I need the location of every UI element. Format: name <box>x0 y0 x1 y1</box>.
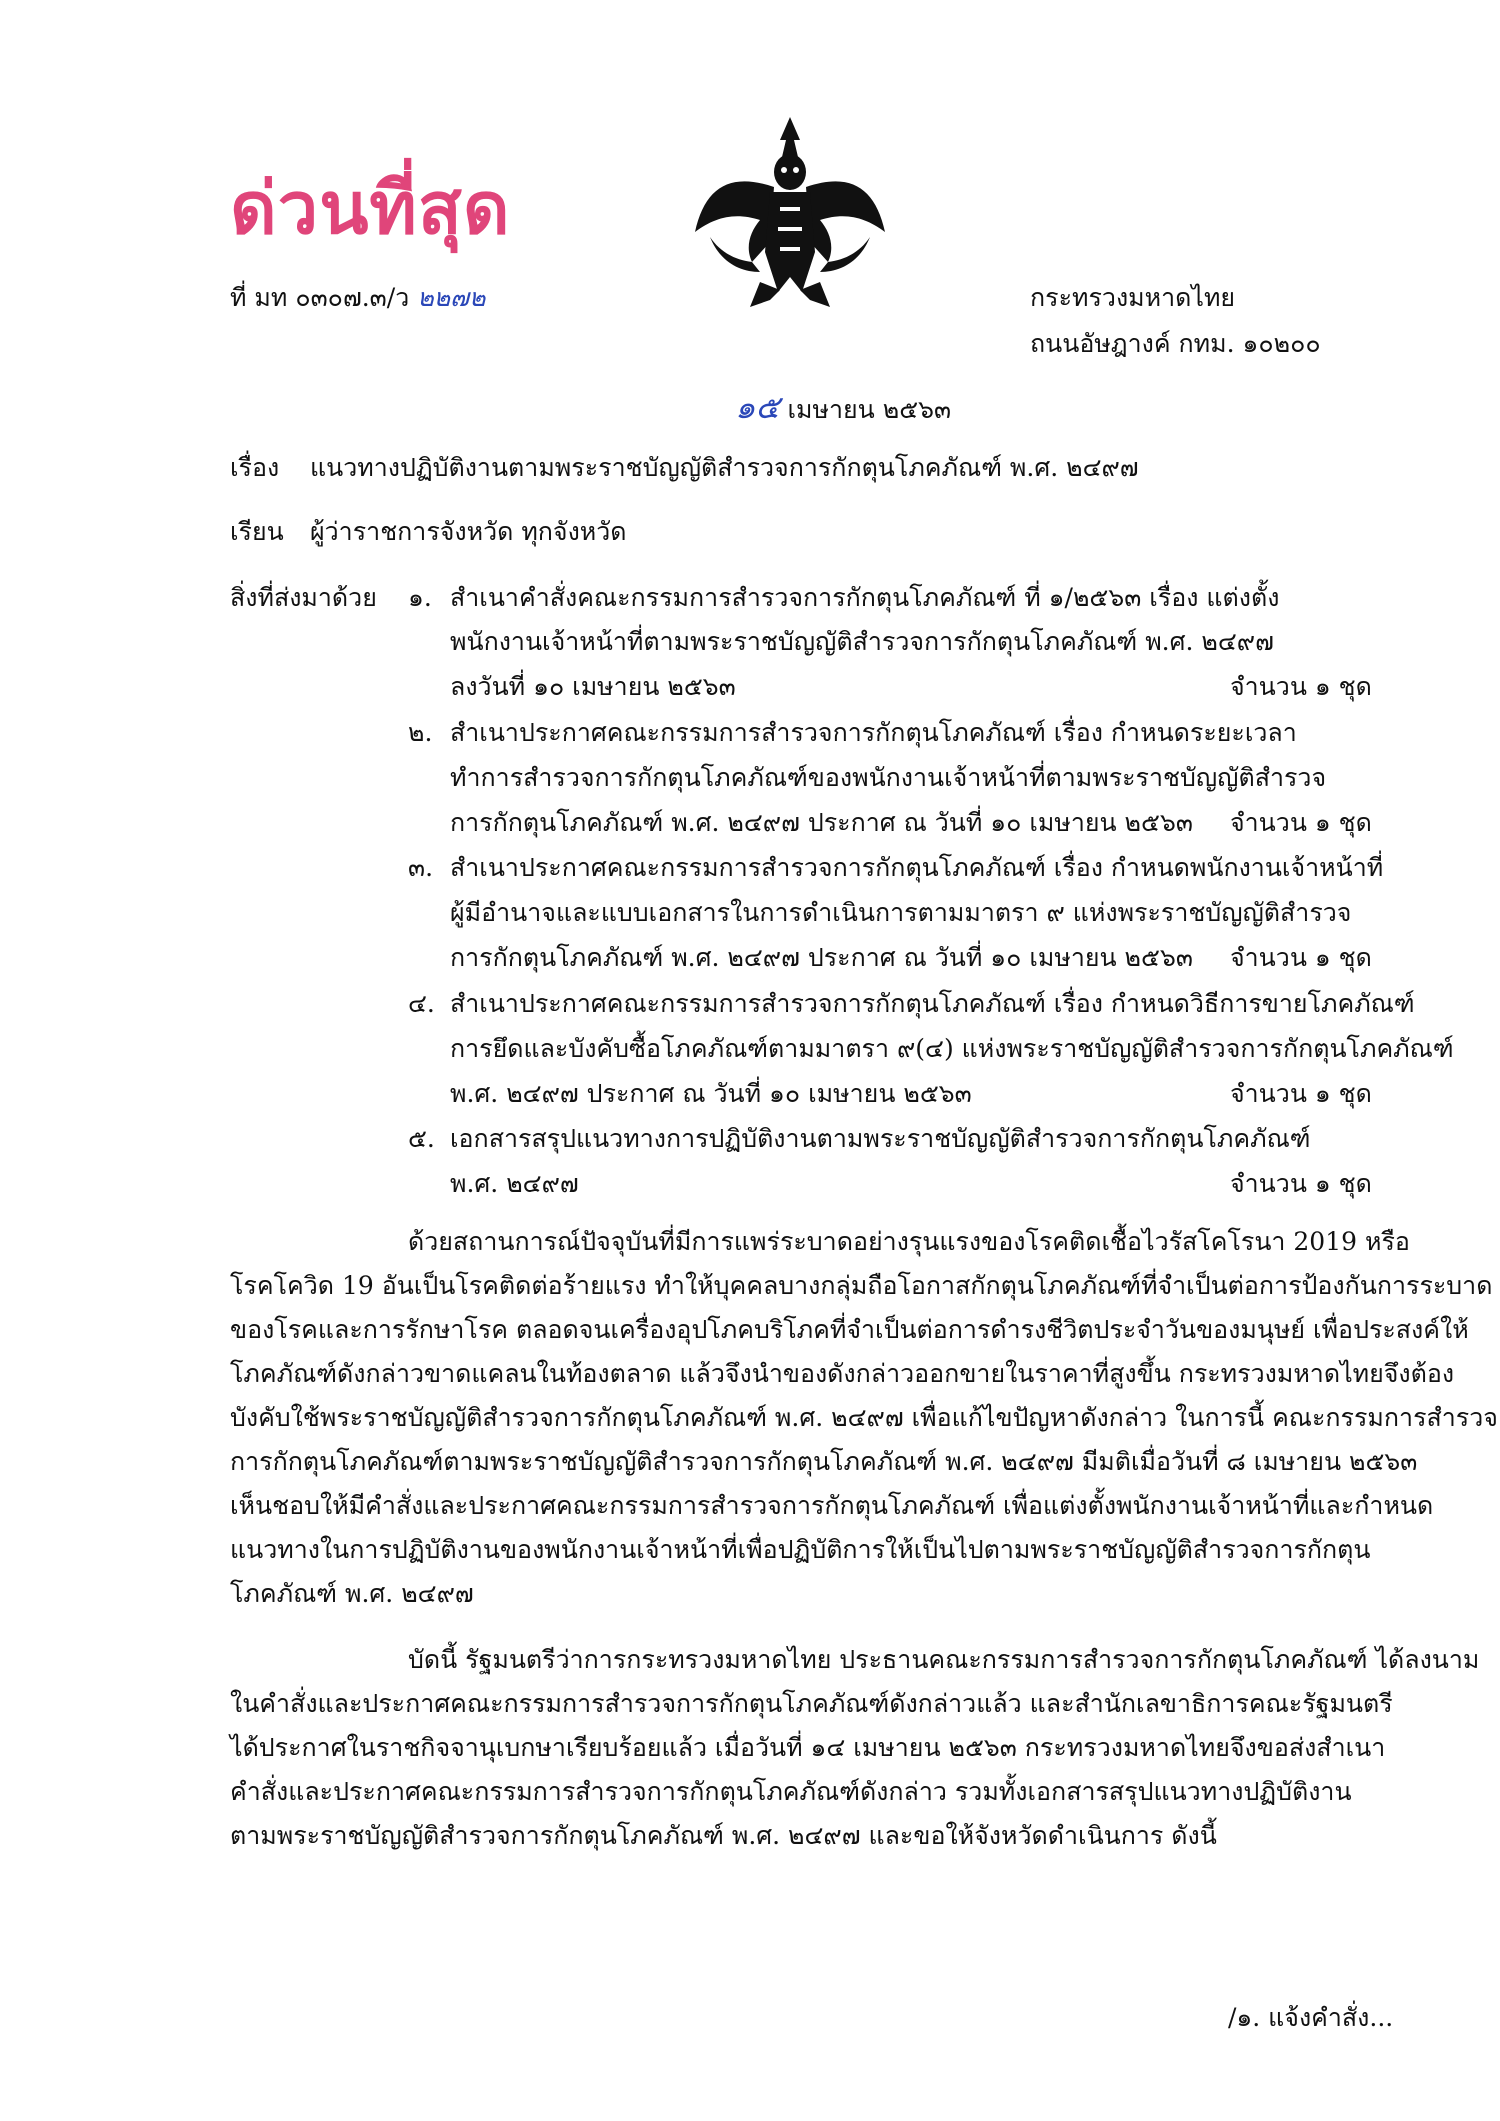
paragraph-line: ตามพระราชบัญญัติสำรวจการกักตุนโภคภัณฑ์ พ.ศ. ๒๔๙๗ และขอให้จังหวัดดำเนินการ ดังนี้ <box>230 1821 1217 1850</box>
paragraph-line: คำสั่งและประกาศคณะกรรมการสำรวจการกักตุนโภคภัณฑ์ดังกล่าว รวมทั้งเอกสารสรุปแนวทางปฏิบัติงาน <box>230 1777 1352 1806</box>
reference-number-handwritten: ๒๒๗๒ <box>417 283 486 312</box>
enclosure-line: สำเนาประกาศคณะกรรมการสำรวจการกักตุนโภคภัณฑ์ เรื่อง กำหนดพนักงานเจ้าหน้าที่ <box>450 853 1384 882</box>
recipient-label: เรียน <box>230 517 284 546</box>
paragraph-line: ได้ประกาศในราชกิจจานุเบกษาเรียบร้อยแล้ว เมื่อวันที่ ๑๔ เมษายน ๒๕๖๓ กระทรวงมหาดไทยจึงขอส่งสำเนา <box>230 1733 1386 1762</box>
enclosure-line: การยึดและบังคับซื้อโภคภัณฑ์ตามมาตรา ๙(๔) แห่งพระราชบัญญัติสำรวจการกักตุนโภคภัณฑ์ <box>450 1034 1454 1063</box>
enclosure-line: การกักตุนโภคภัณฑ์ พ.ศ. ๒๔๙๗ ประกาศ ณ วันที่ ๑๐ เมษายน ๒๕๖๓ <box>450 943 1193 972</box>
reference-prefix: ที่ มท ๐๓๐๗.๓/ว <box>230 283 410 312</box>
enclosure-number: ๔. <box>408 989 435 1018</box>
enclosure-line: สำเนาประกาศคณะกรรมการสำรวจการกักตุนโภคภัณฑ์ เรื่อง กำหนดระยะเวลา <box>450 718 1297 747</box>
paragraph-line: โภคภัณฑ์ดังกล่าวขาดแคลนในท้องตลาด แล้วจึงนำของดังกล่าวออกขายในราคาที่สูงขึ้น กระทรวงมหาดไทยจึงต้อง <box>230 1359 1455 1388</box>
enclosure-line: การกักตุนโภคภัณฑ์ พ.ศ. ๒๔๙๗ ประกาศ ณ วันที่ ๑๐ เมษายน ๒๕๖๓ <box>450 808 1193 837</box>
garuda-emblem-icon <box>690 112 890 312</box>
paragraph-line: แนวทางในการปฏิบัติงานของพนักงานเจ้าหน้าที่เพื่อปฏิบัติการให้เป็นไปตามพระราชบัญญัติสำรวจการกักตุน <box>230 1535 1371 1564</box>
paragraph-line: ในคำสั่งและประกาศคณะกรรมการสำรวจการกักตุนโภคภัณฑ์ดังกล่าวแล้ว และสำนักเลขาธิการคณะรัฐมนตรี <box>230 1689 1393 1718</box>
enclosure-amount: จำนวน ๑ ชุด <box>1230 808 1372 837</box>
subject-text: แนวทางปฏิบัติงานตามพระราชบัญญัติสำรวจการกักตุนโภคภัณฑ์ พ.ศ. ๒๔๙๗ <box>310 453 1139 482</box>
paragraph-line: โรคโควิด 19 อันเป็นโรคติดต่อร้ายแรง ทำให้บุคคลบางกลุ่มถือโอกาสกักตุนโภคภัณฑ์ที่จำเป็นต่อการป้องกันการระบาด <box>230 1271 1493 1300</box>
enclosure-number: ๑. <box>408 583 432 612</box>
enclosure-line: สำเนาคำสั่งคณะกรรมการสำรวจการกักตุนโภคภัณฑ์ ที่ ๑/๒๕๖๓ เรื่อง แต่งตั้ง <box>450 583 1280 612</box>
paragraph-line: ด้วยสถานการณ์ปัจจุบันที่มีการแพร่ระบาดอย่างรุนแรงของโรคติดเชื้อไวรัสโคโรนา 2019 หรือ <box>408 1227 1410 1256</box>
document-date <box>735 382 951 433</box>
enclosure-line: ลงวันที่ ๑๐ เมษายน ๒๕๖๓ <box>450 672 736 701</box>
date-day-handwritten: ๑๕ <box>735 388 780 426</box>
enclosure-amount: จำนวน ๑ ชุด <box>1230 672 1372 701</box>
enclosure-number: ๓. <box>408 853 434 882</box>
paragraph-line: เห็นชอบให้มีคำสั่งและประกาศคณะกรรมการสำรวจการกักตุนโภคภัณฑ์ เพื่อแต่งตั้งพนักงานเจ้าหน้าที่และกำหนด <box>230 1491 1434 1520</box>
page-continuation: /๑. แจ้งคำสั่ง... <box>1228 2003 1394 2032</box>
enclosure-line: พ.ศ. ๒๔๙๗ <box>450 1169 579 1198</box>
enclosure-line: เอกสารสรุปแนวทางการปฏิบัติงานตามพระราชบัญญัติสำรวจการกักตุนโภคภัณฑ์ <box>450 1124 1311 1153</box>
enclosure-line: ทำการสำรวจการกักตุนโภคภัณฑ์ของพนักงานเจ้าหน้าที่ตามพระราชบัญญัติสำรวจ <box>450 763 1327 792</box>
enclosure-amount: จำนวน ๑ ชุด <box>1230 943 1372 972</box>
reference-number <box>230 278 485 318</box>
enclosure-line: สำเนาประกาศคณะกรรมการสำรวจการกักตุนโภคภัณฑ์ เรื่อง กำหนดวิธีการขายโภคภัณฑ์ <box>450 989 1415 1018</box>
enclosure-amount: จำนวน ๑ ชุด <box>1230 1169 1372 1198</box>
enclosure-line: ผู้มีอำนาจและแบบเอกสารในการดำเนินการตามมาตรา ๙ แห่งพระราชบัญญัติสำรวจ <box>450 898 1352 927</box>
urgency-stamp: ด่วนที่สุด <box>230 166 511 250</box>
enclosure-number: ๕. <box>408 1124 435 1153</box>
ministry-address: ถนนอัษฎางค์ กทม. ๑๐๒๐๐ <box>1030 329 1321 358</box>
ministry-name: กระทรวงมหาดไทย <box>1030 283 1236 312</box>
subject-label: เรื่อง <box>230 453 280 482</box>
enclosures-label: สิ่งที่ส่งมาด้วย <box>230 583 377 612</box>
date-month-year: เมษายน ๒๕๖๓ <box>787 395 952 424</box>
enclosure-amount: จำนวน ๑ ชุด <box>1230 1079 1372 1108</box>
paragraph-line: บัดนี้ รัฐมนตรีว่าการกระทรวงมหาดไทย ประธานคณะกรรมการสำรวจการกักตุนโภคภัณฑ์ ได้ลงนาม <box>408 1645 1480 1674</box>
enclosure-line: พนักงานเจ้าหน้าที่ตามพระราชบัญญัติสำรวจการกักตุนโภคภัณฑ์ พ.ศ. ๒๔๙๗ <box>450 627 1274 656</box>
enclosure-line: พ.ศ. ๒๔๙๗ ประกาศ ณ วันที่ ๑๐ เมษายน ๒๕๖๓ <box>450 1079 972 1108</box>
paragraph-line: ของโรคและการรักษาโรค ตลอดจนเครื่องอุปโภคบริโภคที่จำเป็นต่อการดำรงชีวิตประจำวันของมนุษย์ เพื่อประสงค์ให้ <box>230 1315 1469 1344</box>
paragraph-line: บังคับใช้พระราชบัญญัติสำรวจการกักตุนโภคภัณฑ์ พ.ศ. ๒๔๙๗ เพื่อแก้ไขปัญหาดังกล่าว ในการนี้ คณะกรรมการสำรวจ <box>230 1403 1498 1432</box>
recipient-text: ผู้ว่าราชการจังหวัด ทุกจังหวัด <box>310 517 627 546</box>
paragraph-line: โภคภัณฑ์ พ.ศ. ๒๔๙๗ <box>230 1579 474 1608</box>
paragraph-line: การกักตุนโภคภัณฑ์ตามพระราชบัญญัติสำรวจการกักตุนโภคภัณฑ์ พ.ศ. ๒๔๙๗ มีมติเมื่อวันที่ ๘ เมษายน ๒๕๖๓ <box>230 1447 1418 1476</box>
enclosure-number: ๒. <box>408 718 433 747</box>
